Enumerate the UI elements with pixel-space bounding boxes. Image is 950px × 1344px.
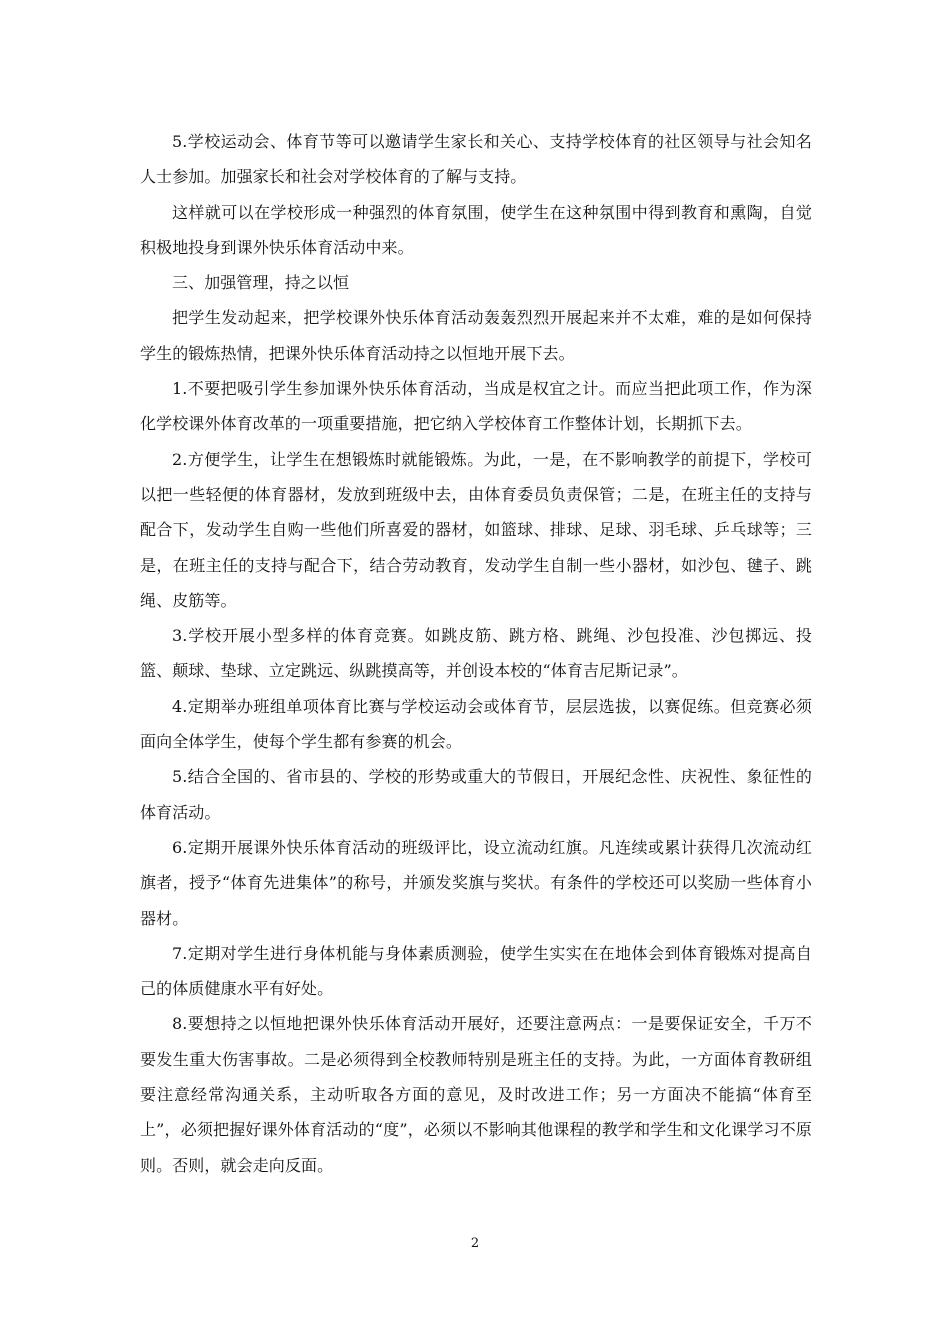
paragraph-item-7: 7.定期对学生进行身体机能与身体素质测验，使学生实实在在地体会到体育锻炼对提高自己的体质健康水平有好处。 xyxy=(140,943,812,999)
paragraph-sports-atmosphere: 这样就可以在学校形成一种强烈的体育氛围，使学生在这种氛围中得到教育和熏陶，自觉积极地投身到课外快乐体育活动中来。 xyxy=(140,202,812,257)
paragraph-item-5: 5.结合全国的、省市县的、学校的形势或重大的节假日，开展纪念性、庆祝性、象征性的体育活动。 xyxy=(140,767,812,822)
paragraph-item-1: 1.不要把吸引学生参加课外快乐体育活动，当成是权宜之计。而应当把此项工作，作为深化学校课外体育改革的一项重要措施，把它纳入学校体育工作整体计划，长期抓下去。 xyxy=(140,379,812,434)
paragraph-sports-meet-invitation: 5.学校运动会、体育节等可以邀请学生家长和关心、支持学校体育的社区领导与社会知名人士参加。加强家长和社会对学校体育的了解与支持。 xyxy=(140,132,812,187)
paragraph-item-4: 4.定期举办班组单项体育比赛与学校运动会或体育节，层层选拔，以赛促练。但竞赛必须面向全体学生，使每个学生都有参赛的机会。 xyxy=(140,696,812,752)
paragraph-item-3: 3.学校开展小型多样的体育竞赛。如跳皮筋、跳方格、跳绳、沙包投准、沙包掷远、投篮、颠球、垫球、立定跳远、纵跳摸高等，并创设本校的“体育吉尼斯记录”。 xyxy=(140,626,812,681)
section-heading-management: 三、加强管理，持之以恒 xyxy=(172,273,350,293)
paragraph-item-6: 6.定期开展课外快乐体育活动的班级评比，设立流动红旗。凡连续或累计获得几次流动红旗者，授予“体育先进集体”的称号，并颁发奖旗与奖状。有条件的学校还可以奖励一些体育小器材。 xyxy=(140,837,812,928)
paragraph-item-8: 8.要想持之以恒地把课外快乐体育活动开展好，还要注意两点：一是要保证安全，千万不要发生重大伤害事故。二是必须得到全校教师特别是班主任的支持。为此，一方面体育教研组要注意经常沟通关系，主动听取各方面的意见，及时改进工作；另一方面决不能搞“体育至上”，必须把握好课外体育活动的“度”，必须以不影响其他课程的教学和学生和文化课学习不原则。否则，就会走向反面。 xyxy=(140,1014,812,1175)
paragraph-item-2: 2.方便学生，让学生在想锻炼时就能锻炼。为此，一是，在不影响教学的前提下，学校可以把一些轻便的体育器材，发放到班级中去，由体育委员负责保管；二是，在班主任的支持与配合下，发动学生自购一些他们所喜爱的器材，如篮球、排球、足球、羽毛球、乒乓球等；三是，在班主任的支持与配合下，结合劳动教育，发动学生自制一些小器材，如沙包、毽子、跳绳、皮筋等。 xyxy=(140,449,812,610)
document-body xyxy=(140,124,812,1183)
paragraph-section-intro: 把学生发动起来，把学校课外快乐体育活动轰轰烈烈开展起来并不太难，难的是如何保持学生的锻炼热情，把课外快乐体育活动持之以恒地开展下去。 xyxy=(140,308,812,363)
page-number: 2 xyxy=(470,1236,480,1251)
